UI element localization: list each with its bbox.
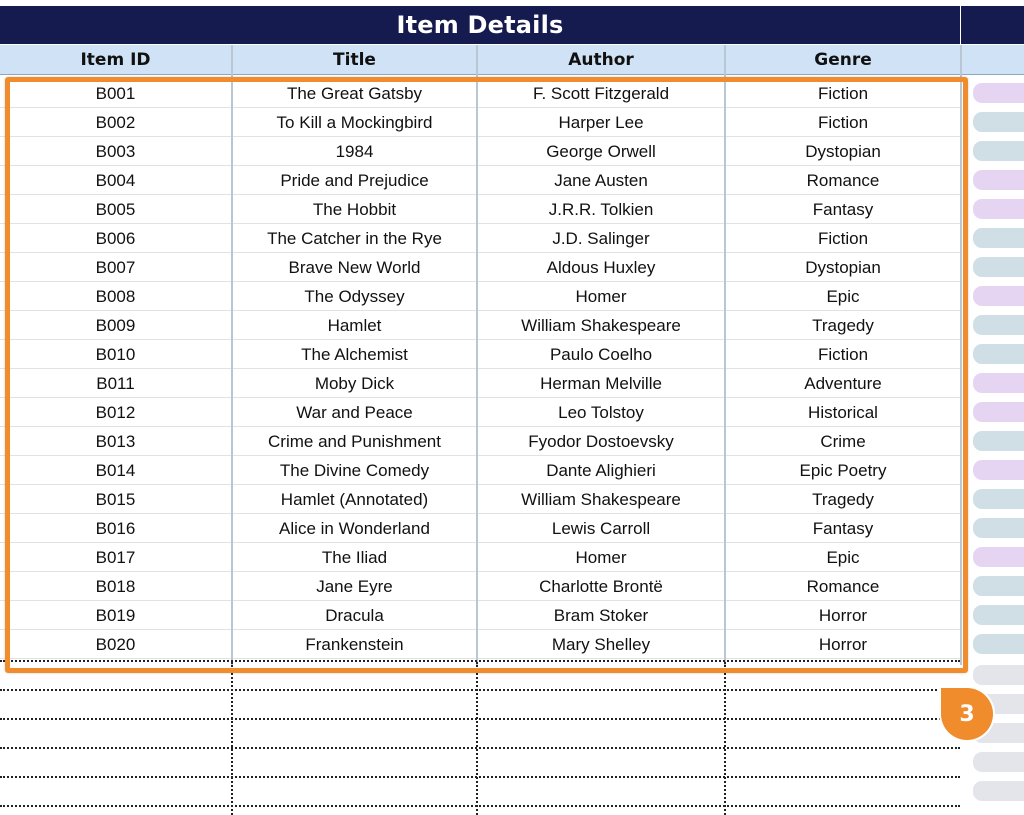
banner-overflow: [961, 6, 1024, 44]
cell-author[interactable]: J.D. Salinger: [552, 228, 650, 248]
table-row[interactable]: [0, 398, 960, 427]
cell-author[interactable]: George Orwell: [546, 141, 656, 161]
cell-genre[interactable]: Dystopian: [805, 141, 881, 161]
cell-item-id[interactable]: B017: [95, 547, 136, 567]
cell-item-id[interactable]: B020: [95, 634, 136, 654]
cell-title[interactable]: Alice in Wonderland: [279, 518, 430, 538]
cell-title[interactable]: The Alchemist: [301, 344, 408, 364]
status-pill[interactable]: [973, 141, 1024, 161]
cell-genre[interactable]: Dystopian: [805, 257, 881, 277]
cell-item-id[interactable]: B014: [95, 460, 136, 480]
table-row[interactable]: [0, 79, 960, 108]
cell-title[interactable]: Hamlet: [327, 315, 382, 335]
cell-item-id[interactable]: B019: [95, 605, 136, 625]
cell-title[interactable]: Dracula: [325, 605, 384, 625]
table-row[interactable]: [0, 456, 960, 485]
cell-title[interactable]: Moby Dick: [314, 373, 395, 393]
cell-genre[interactable]: Horror: [818, 634, 868, 654]
cell-title[interactable]: The Odyssey: [304, 286, 405, 306]
status-pill[interactable]: [973, 257, 1024, 277]
cell-genre[interactable]: Adventure: [804, 373, 882, 393]
cell-author[interactable]: Fyodor Dostoevsky: [528, 431, 674, 451]
cell-author[interactable]: Harper Lee: [558, 112, 644, 132]
cell-item-id[interactable]: B004: [95, 170, 136, 190]
cell-author[interactable]: Aldous Huxley: [546, 257, 656, 277]
cell-genre[interactable]: Romance: [806, 576, 880, 596]
status-pill[interactable]: [973, 286, 1024, 306]
cell-author[interactable]: Dante Alighieri: [546, 460, 656, 480]
table-row[interactable]: [0, 253, 960, 282]
cell-title[interactable]: Brave New World: [288, 257, 421, 277]
status-pill[interactable]: [973, 199, 1024, 219]
table-row[interactable]: [0, 282, 960, 311]
empty-row-border: [0, 776, 960, 778]
cell-author[interactable]: Homer: [575, 286, 627, 306]
cell-author[interactable]: Lewis Carroll: [551, 518, 651, 538]
cell-title[interactable]: To Kill a Mockingbird: [276, 112, 433, 132]
status-pill[interactable]: [973, 344, 1024, 364]
step-callout-badge: 3: [941, 688, 993, 740]
cell-title[interactable]: The Iliad: [321, 547, 388, 567]
cell-item-id[interactable]: B005: [95, 199, 136, 219]
table-row[interactable]: [0, 137, 960, 166]
table-row[interactable]: [0, 340, 960, 369]
cell-author[interactable]: Herman Melville: [540, 373, 662, 393]
cell-item-id[interactable]: B007: [95, 257, 136, 277]
cell-genre[interactable]: Fantasy: [812, 518, 874, 538]
empty-row-border: [0, 689, 960, 691]
table-row[interactable]: [0, 601, 960, 630]
table-row[interactable]: [0, 224, 960, 253]
status-pill[interactable]: [973, 402, 1024, 422]
cell-author[interactable]: William Shakespeare: [521, 315, 681, 335]
status-pill[interactable]: [973, 228, 1024, 248]
cell-genre[interactable]: Epic Poetry: [799, 460, 887, 480]
status-pill[interactable]: [973, 373, 1024, 393]
cell-genre[interactable]: Fantasy: [812, 199, 874, 219]
table-row[interactable]: [0, 195, 960, 224]
column-divider: [724, 45, 726, 665]
cell-genre[interactable]: Fiction: [817, 344, 869, 364]
status-pill[interactable]: [973, 518, 1024, 538]
table-row[interactable]: [0, 485, 960, 514]
cell-author[interactable]: Bram Stoker: [553, 605, 649, 625]
cell-item-id[interactable]: B003: [95, 141, 136, 161]
column-divider: [960, 45, 962, 665]
cell-item-id[interactable]: B012: [95, 402, 136, 422]
cell-title[interactable]: 1984: [335, 141, 374, 161]
cell-author[interactable]: Homer: [575, 547, 627, 567]
status-pill[interactable]: [973, 460, 1024, 480]
cell-title[interactable]: Crime and Punishment: [268, 431, 441, 451]
status-pill[interactable]: [973, 83, 1024, 103]
column-divider: [231, 45, 233, 665]
cell-item-id[interactable]: B013: [95, 431, 136, 451]
status-pill[interactable]: [973, 634, 1024, 654]
cell-genre[interactable]: Romance: [806, 170, 880, 190]
cell-item-id[interactable]: B016: [95, 518, 136, 538]
cell-item-id[interactable]: B001: [95, 83, 136, 103]
table-row[interactable]: [0, 572, 960, 601]
cell-item-id[interactable]: B008: [95, 286, 136, 306]
empty-column-divider: [231, 662, 233, 815]
table-row[interactable]: [0, 427, 960, 456]
cell-genre[interactable]: Fiction: [817, 228, 869, 248]
cell-item-id[interactable]: B011: [96, 373, 135, 393]
section-title: Item Details: [396, 11, 564, 39]
cell-title[interactable]: Hamlet (Annotated): [280, 489, 429, 509]
empty-status-pill[interactable]: [973, 781, 1024, 801]
empty-row-border: [0, 718, 960, 720]
column-header-title[interactable]: Title: [233, 45, 476, 75]
status-pill[interactable]: [973, 315, 1024, 335]
column-header-author[interactable]: Author: [478, 45, 724, 75]
cell-item-id[interactable]: B018: [95, 576, 136, 596]
cell-title[interactable]: The Hobbit: [312, 199, 397, 219]
table-row[interactable]: [0, 311, 960, 340]
cell-genre[interactable]: Tragedy: [812, 315, 874, 335]
status-pill[interactable]: [973, 547, 1024, 567]
cell-item-id[interactable]: B009: [95, 315, 136, 335]
table-row[interactable]: [0, 630, 960, 659]
column-header-item-id[interactable]: Item ID: [0, 45, 231, 75]
cell-author[interactable]: J.R.R. Tolkien: [548, 199, 654, 219]
cell-genre[interactable]: Epic: [826, 286, 860, 306]
empty-column-divider: [476, 662, 478, 815]
cell-genre[interactable]: Horror: [818, 605, 868, 625]
cell-title[interactable]: The Great Gatsby: [286, 83, 423, 103]
status-pill[interactable]: [973, 489, 1024, 509]
cell-genre[interactable]: Epic: [826, 547, 860, 567]
cell-title[interactable]: The Divine Comedy: [279, 460, 430, 480]
cell-genre[interactable]: Tragedy: [812, 489, 874, 509]
empty-row-border: [0, 747, 960, 749]
cell-genre[interactable]: Historical: [808, 402, 878, 422]
status-pill[interactable]: [973, 170, 1024, 190]
cell-item-id[interactable]: B010: [95, 344, 136, 364]
column-header-overflow: [961, 45, 1024, 75]
status-pill[interactable]: [973, 112, 1024, 132]
status-pill[interactable]: [973, 431, 1024, 451]
table-row[interactable]: [0, 369, 960, 398]
cell-author[interactable]: William Shakespeare: [521, 489, 681, 509]
row-divider: [0, 658, 960, 659]
cell-title[interactable]: The Catcher in the Rye: [267, 228, 442, 248]
cell-item-id[interactable]: B015: [95, 489, 136, 509]
cell-title[interactable]: Frankenstein: [305, 634, 404, 654]
empty-status-pill[interactable]: [973, 665, 1024, 685]
empty-row-border: [0, 660, 960, 662]
cell-author[interactable]: Paulo Coelho: [549, 344, 653, 364]
table-row[interactable]: [0, 108, 960, 137]
cell-genre[interactable]: Crime: [820, 431, 866, 451]
table-row[interactable]: [0, 166, 960, 195]
cell-author[interactable]: Charlotte Brontë: [539, 576, 663, 596]
empty-row-border: [0, 805, 960, 807]
cell-author[interactable]: Leo Tolstoy: [558, 402, 644, 422]
table-row[interactable]: [0, 543, 960, 572]
status-pill[interactable]: [973, 605, 1024, 625]
cell-item-id[interactable]: B006: [95, 228, 136, 248]
cell-genre[interactable]: Fiction: [817, 83, 869, 103]
table-row[interactable]: [0, 514, 960, 543]
column-header-genre[interactable]: Genre: [726, 45, 960, 75]
cell-author[interactable]: Mary Shelley: [551, 634, 651, 654]
empty-status-pill[interactable]: [973, 752, 1024, 772]
empty-column-divider: [724, 662, 726, 815]
cell-author[interactable]: F. Scott Fitzgerald: [532, 83, 670, 103]
status-pill[interactable]: [973, 576, 1024, 596]
cell-title[interactable]: Jane Eyre: [316, 576, 393, 596]
column-divider: [476, 45, 478, 665]
section-banner: [0, 6, 960, 44]
cell-item-id[interactable]: B002: [95, 112, 136, 132]
cell-title[interactable]: War and Peace: [296, 402, 413, 422]
cell-title[interactable]: Pride and Prejudice: [280, 170, 429, 190]
cell-genre[interactable]: Fiction: [817, 112, 869, 132]
cell-author[interactable]: Jane Austen: [554, 170, 648, 190]
